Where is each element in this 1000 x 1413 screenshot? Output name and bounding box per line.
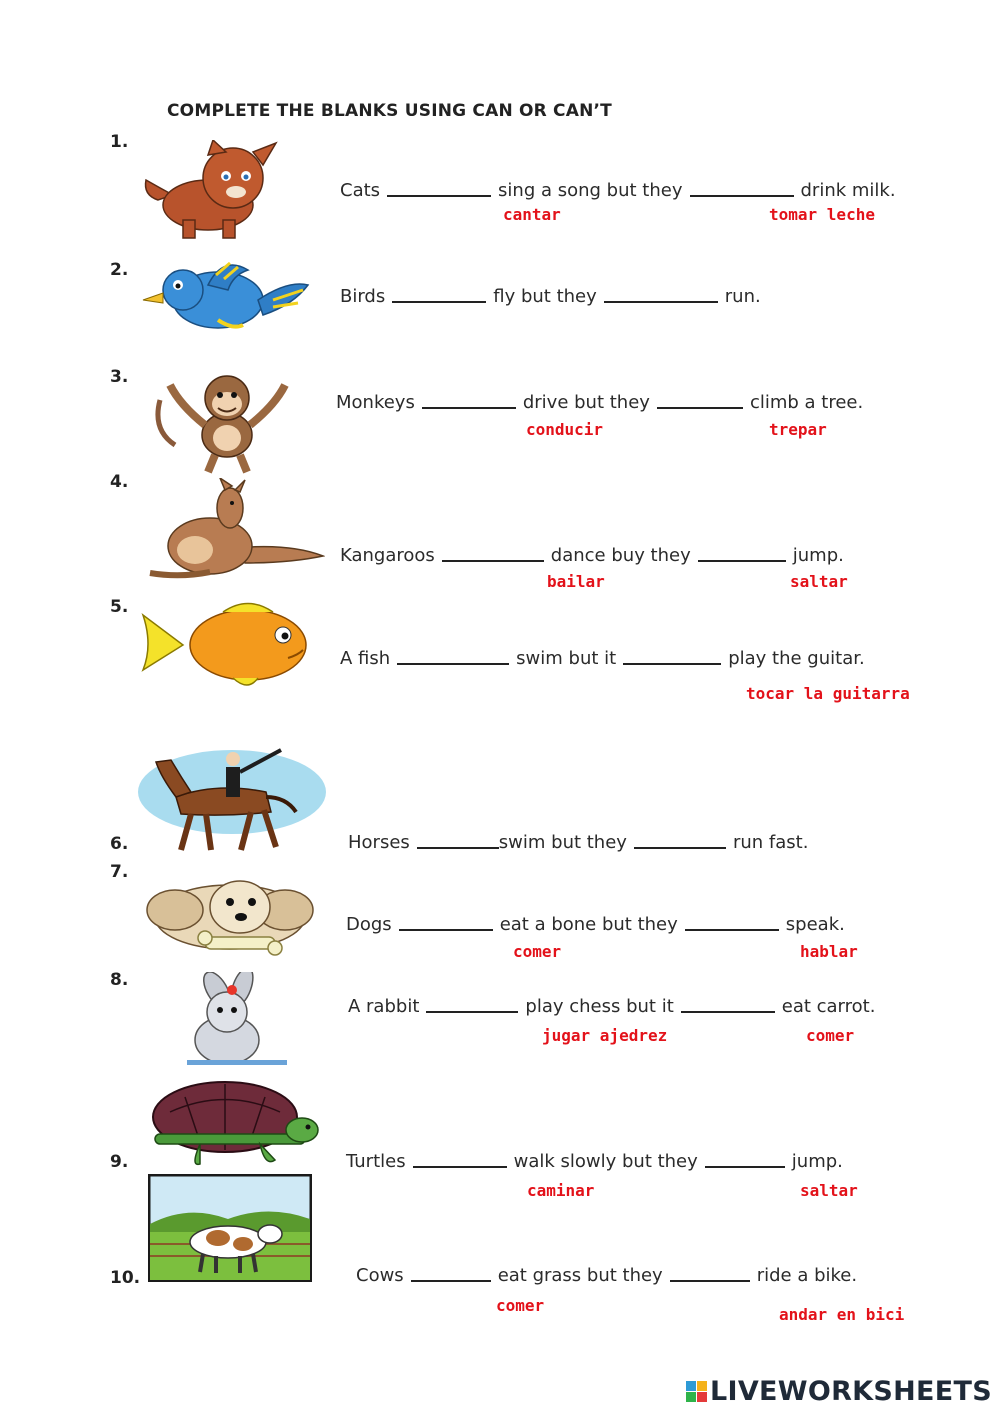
spanish-hint: tomar leche <box>769 205 875 224</box>
sentence: Horses swim but they run fast. <box>348 832 809 853</box>
sentence: Kangaroos dance buy they jump. <box>340 545 844 566</box>
spanish-hint: conducir <box>526 420 604 439</box>
sentence: Cats sing a song but they drink milk. <box>340 180 896 201</box>
answer-blank[interactable] <box>685 928 779 931</box>
answer-blank[interactable] <box>422 406 516 409</box>
spanish-hint: trepar <box>769 420 827 439</box>
turtle-illustration <box>130 1072 322 1170</box>
monkey-illustration <box>150 370 305 475</box>
answer-blank[interactable] <box>681 1010 775 1013</box>
sentence: Dogs eat a bone but they speak. <box>346 914 845 935</box>
spanish-hint: caminar <box>527 1181 595 1200</box>
item-number: 6. <box>110 834 129 854</box>
logo-icon <box>686 1381 707 1402</box>
spanish-hint: saltar <box>790 572 848 591</box>
item-number: 3. <box>110 367 129 387</box>
spanish-hint: hablar <box>800 942 858 961</box>
brand-name: LIVEWORKSHEETS <box>709 1376 992 1407</box>
answer-blank[interactable] <box>634 846 726 849</box>
worksheet-title: COMPLETE THE BLANKS USING CAN OR CAN’T <box>167 101 612 121</box>
answer-blank[interactable] <box>426 1010 518 1013</box>
spanish-hint: bailar <box>547 572 605 591</box>
answer-blank[interactable] <box>698 559 786 562</box>
answer-blank[interactable] <box>392 300 486 303</box>
rabbit-illustration <box>172 972 297 1072</box>
item-number: 5. <box>110 597 129 617</box>
spanish-hint: comer <box>806 1026 855 1045</box>
answer-blank[interactable] <box>670 1279 750 1282</box>
spanish-hint: andar en bici <box>779 1305 905 1324</box>
item-number: 8. <box>110 970 129 990</box>
sentence: Monkeys drive but they climb a tree. <box>336 392 864 413</box>
answer-blank[interactable] <box>399 928 493 931</box>
sentence: Birds fly but they run. <box>340 286 761 307</box>
answer-blank[interactable] <box>411 1279 491 1282</box>
spanish-hint: comer <box>496 1296 545 1315</box>
spanish-hint: cantar <box>503 205 561 224</box>
sentence: A fish swim but it play the guitar. <box>340 648 865 669</box>
horse-rider-illustration <box>136 742 328 854</box>
cat-illustration <box>138 140 308 240</box>
fish-illustration <box>138 600 316 690</box>
item-number: 10. <box>110 1268 141 1288</box>
liveworksheets-logo[interactable] <box>686 1376 992 1407</box>
answer-blank[interactable] <box>657 406 743 409</box>
answer-blank[interactable] <box>604 300 718 303</box>
sentence: A rabbit play chess but it eat carrot. <box>348 996 876 1017</box>
spanish-hint: tocar la guitarra <box>746 684 910 703</box>
sentence: Turtles walk slowly but they jump. <box>346 1151 843 1172</box>
item-number: 4. <box>110 472 129 492</box>
item-number: 1. <box>110 132 129 152</box>
spanish-hint: jugar ajedrez <box>542 1026 668 1045</box>
answer-blank[interactable] <box>417 846 499 849</box>
spanish-hint: saltar <box>800 1181 858 1200</box>
dog-illustration <box>140 862 318 972</box>
item-number: 9. <box>110 1152 129 1172</box>
answer-blank[interactable] <box>690 194 794 197</box>
answer-blank[interactable] <box>705 1165 785 1168</box>
answer-blank[interactable] <box>397 662 509 665</box>
answer-blank[interactable] <box>413 1165 507 1168</box>
answer-blank[interactable] <box>442 559 544 562</box>
item-number: 7. <box>110 862 129 882</box>
answer-blank[interactable] <box>387 194 491 197</box>
answer-blank[interactable] <box>623 662 721 665</box>
item-number: 2. <box>110 260 129 280</box>
kangaroo-illustration <box>140 478 325 580</box>
bird-illustration <box>138 255 313 335</box>
spanish-hint: comer <box>513 942 562 961</box>
sentence: Cows eat grass but they ride a bike. <box>356 1265 858 1286</box>
cow-illustration <box>148 1174 312 1282</box>
